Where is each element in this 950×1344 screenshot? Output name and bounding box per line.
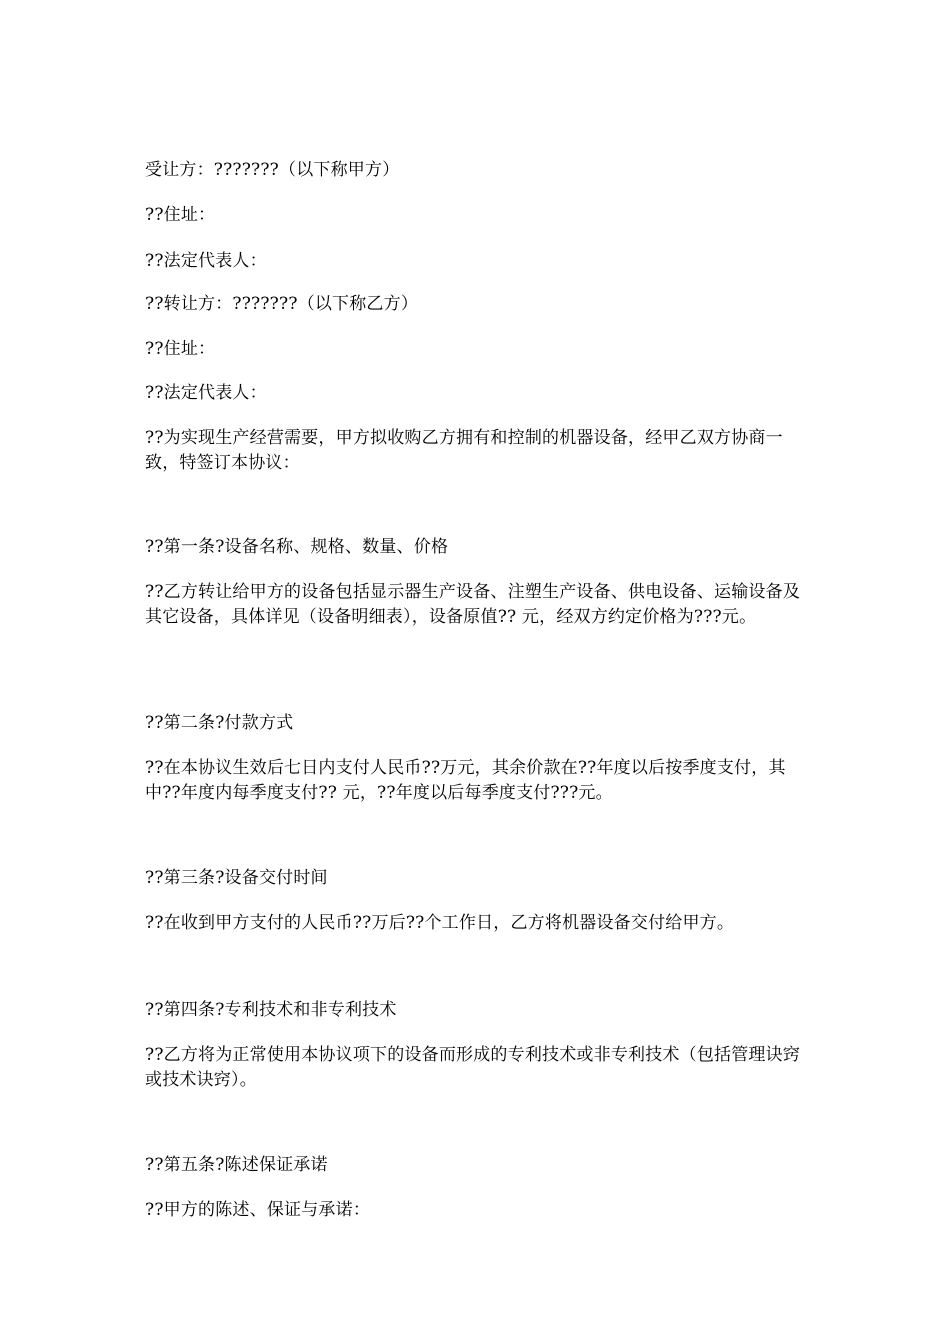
article-2-heading: ??第二条?付款方式 [145,713,294,733]
article-4-body: ??乙方将为正常使用本协议项下的设备而形成的专利技术或非专利技术（包括管理诀窍或技术诀窍）。 [145,1045,801,1090]
article-3-heading: ??第三条?设备交付时间 [145,868,328,888]
article-2-body: ??在本协议生效后七日内支付人民币??万元，其余价款在??年度以后按季度支付，其中??年度内每季度支付?? 元，??年度以后每季度支付???元。 [145,758,786,803]
article-4-heading: ??第四条?专利技术和非专利技术 [145,1000,397,1020]
party-a-representative: ??法定代表人： [145,251,267,271]
party-b-address: ??住址： [145,339,216,359]
article-5-heading: ??第五条?陈述保证承诺 [145,1155,328,1175]
article-1-heading: ??第一条?设备名称、规格、数量、价格 [145,537,449,557]
party-b-line: ??转让方：???????（以下称乙方） [145,294,419,314]
article-1-body: ??乙方转让给甲方的设备包括显示器生产设备、注塑生产设备、供电设备、运输设备及其它设备，具体详见（设备明细表），设备原值?? 元，经双方约定价格为???元。 [145,582,801,627]
party-a-line: 受让方：???????（以下称甲方） [145,160,400,180]
article-3-body: ??在收到甲方支付的人民币??万后??个工作日，乙方将机器设备交付给甲方。 [145,913,735,933]
party-a-address: ??住址： [145,205,216,225]
preamble-paragraph: ??为实现生产经营需要，甲方拟收购乙方拥有和控制的机器设备，经甲乙双方协商一致，特签订本协议： [145,428,783,473]
article-5-body: ??甲方的陈述、保证与承诺： [145,1200,371,1220]
party-b-representative: ??法定代表人： [145,383,267,403]
